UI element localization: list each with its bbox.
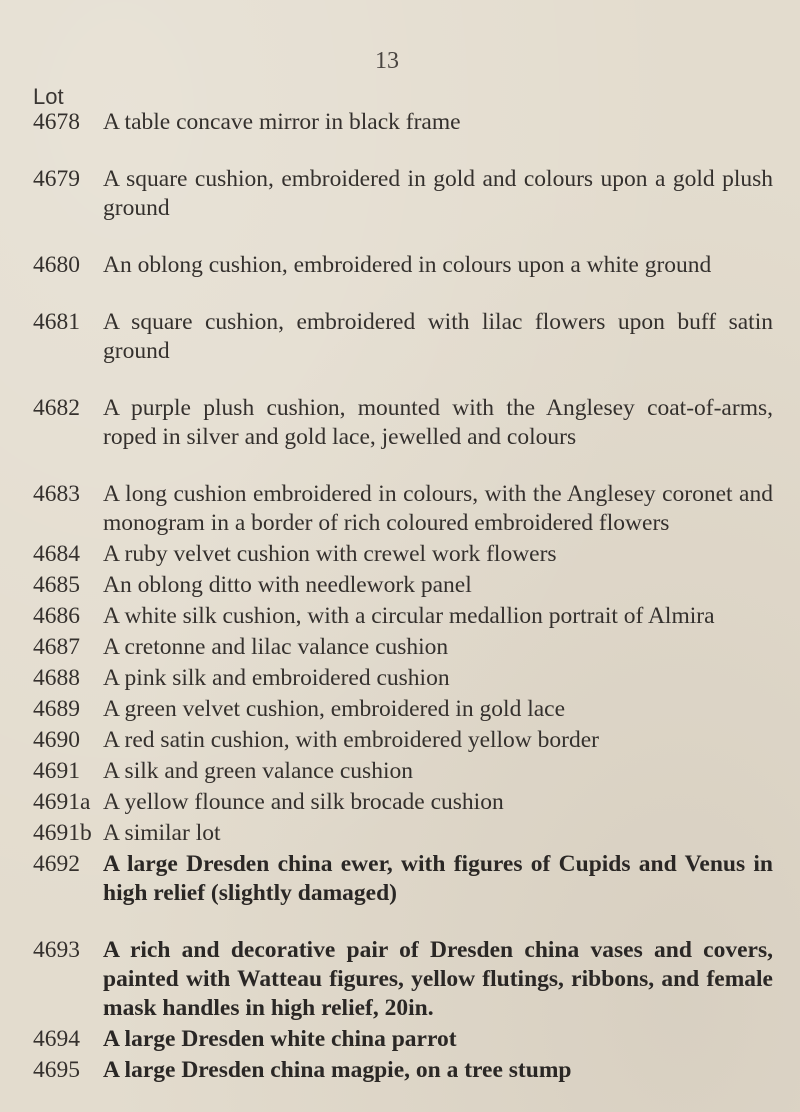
lot-description: A green velvet cushion, embroidered in gold lace: [103, 696, 566, 722]
page-number: 13: [375, 48, 399, 74]
lot-description: A yellow flounce and silk brocade cushion: [103, 789, 504, 815]
lot-entry: [33, 788, 773, 817]
lot-entry: [33, 850, 773, 908]
lot-number: 4690: [33, 727, 80, 753]
lot-description: A cretonne and lilac valance cushion: [103, 634, 449, 660]
lot-entry: [33, 394, 773, 452]
lot-number: 4685: [33, 572, 80, 598]
lot-number: 4686: [33, 603, 80, 629]
lot-number: 4689: [33, 696, 80, 722]
lot-entry: [33, 540, 773, 569]
lot-entry: [33, 1056, 773, 1085]
lot-description: A silk and green valance cushion: [103, 758, 413, 784]
lot-number: 4680: [33, 252, 80, 278]
lot-description: A pink silk and embroidered cushion: [103, 665, 450, 691]
lot-description: An oblong cushion, embroidered in colours upon a white ground: [103, 252, 712, 278]
lot-number: 4682: [33, 395, 80, 421]
lot-description: A large Dresden white china parrot: [103, 1026, 457, 1052]
lot-entry: [33, 165, 773, 223]
lot-entry: [33, 251, 773, 280]
lot-description: A square cushion, embroidered with lilac flowers upon buff satin ground: [103, 309, 773, 364]
lot-number: 4687: [33, 634, 80, 660]
lot-number: 4688: [33, 665, 80, 691]
lot-entry: [33, 695, 773, 724]
lot-description: A large Dresden china magpie, on a tree stump: [103, 1057, 572, 1083]
lot-description: A square cushion, embroidered in gold and colours upon a gold plush ground: [103, 166, 773, 221]
lot-number: 4694: [33, 1026, 80, 1052]
lot-entry: [33, 726, 773, 755]
lot-description: A purple plush cushion, mounted with the Anglesey coat-of-arms, roped in silver and gold lace, jewelled and colours: [103, 395, 773, 450]
lot-number: 4678: [33, 109, 80, 135]
lot-description: A long cushion embroidered in colours, with the Anglesey coronet and monogram in a border of rich coloured embroidered flowers: [103, 481, 773, 536]
lot-description: A white silk cushion, with a circular medallion portrait of Almira: [103, 603, 715, 629]
lot-number: 4683: [33, 481, 80, 507]
lot-entry: [33, 602, 773, 631]
lot-entry: [33, 819, 773, 848]
lot-description: A table concave mirror in black frame: [103, 109, 461, 135]
lot-number: 4684: [33, 541, 80, 567]
lot-number: 4691b: [33, 820, 92, 846]
lot-number: 4693: [33, 937, 80, 963]
lot-description: An oblong ditto with needlework panel: [103, 572, 472, 598]
lot-entry: [33, 571, 773, 600]
lot-entry: [33, 936, 773, 1023]
lot-number: 4692: [33, 851, 80, 877]
lot-number: 4691a: [33, 789, 91, 815]
lot-description: A ruby velvet cushion with crewel work flowers: [103, 541, 557, 567]
lot-entry: [33, 1025, 773, 1054]
lot-list: [33, 108, 773, 1087]
lot-number: 4695: [33, 1057, 80, 1083]
lot-number: 4681: [33, 309, 80, 335]
lot-description: A similar lot: [103, 820, 221, 846]
lot-entry: [33, 633, 773, 662]
lot-entry: [33, 108, 773, 137]
lot-description: A red satin cushion, with embroidered yellow border: [103, 727, 599, 753]
lot-column-heading: Lot: [33, 84, 64, 109]
lot-entry: [33, 664, 773, 693]
lot-number: 4691: [33, 758, 80, 784]
lot-entry: [33, 757, 773, 786]
lot-description: A large Dresden china ewer, with figures of Cupids and Venus in high relief (slightly damaged): [103, 851, 773, 906]
lot-number: 4679: [33, 166, 80, 192]
lot-entry: [33, 480, 773, 538]
lot-description: A rich and decorative pair of Dresden china vases and covers, painted with Watteau figures, yellow flutings, ribbons, and female mask handles in high relief, 20in.: [103, 937, 773, 1021]
lot-entry: [33, 308, 773, 366]
